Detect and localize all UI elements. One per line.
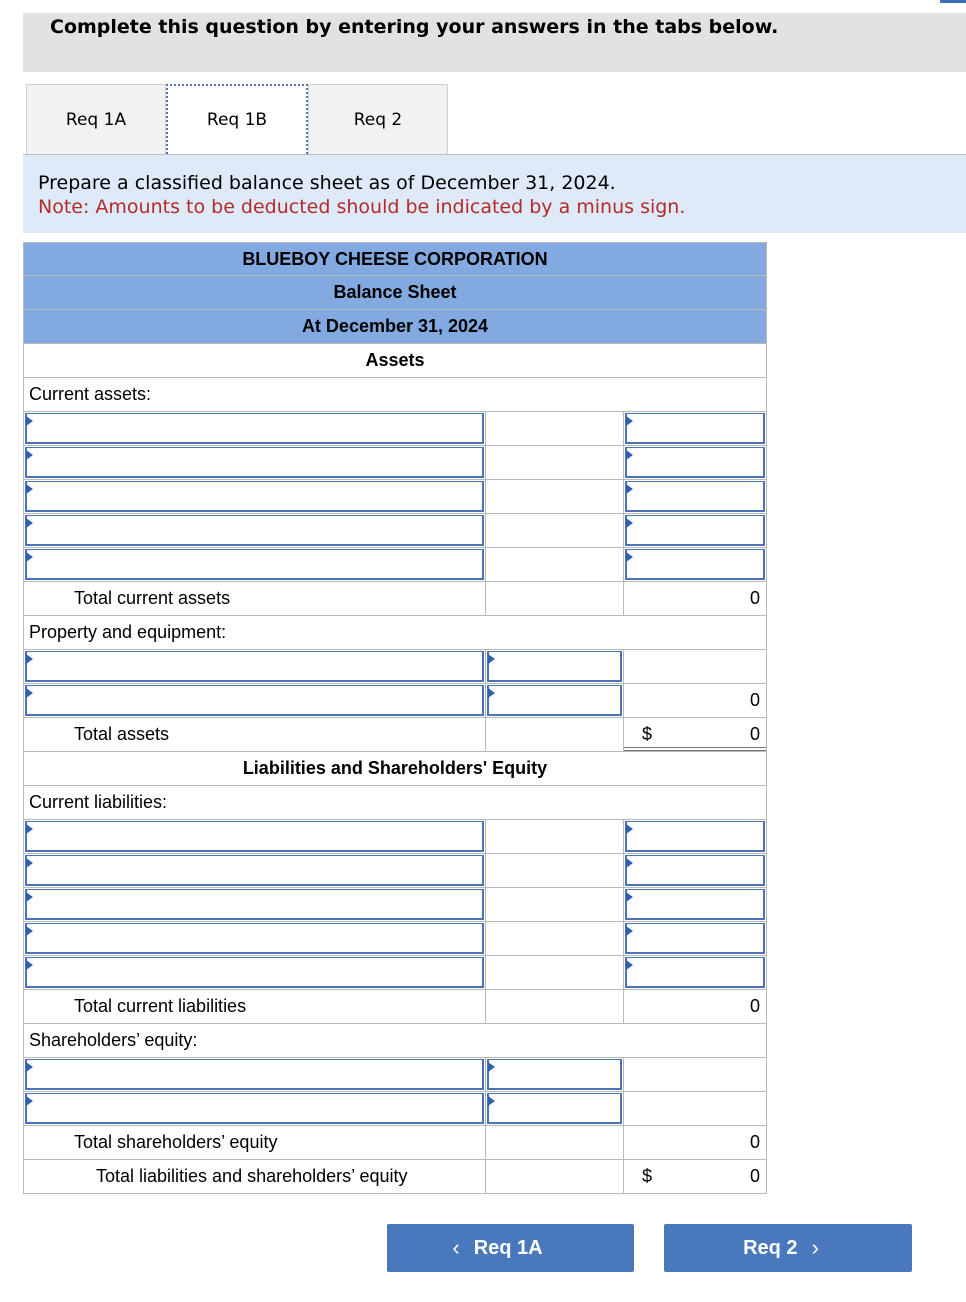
table-row [23, 1058, 767, 1092]
table-row [23, 684, 767, 718]
table-row [23, 888, 767, 922]
table-row [23, 820, 767, 854]
tab-label: Req 1B [206, 110, 268, 130]
table-row [23, 480, 767, 514]
table-row [23, 854, 767, 888]
amount-input[interactable] [625, 923, 765, 954]
account-input[interactable] [25, 481, 484, 512]
tab-label: Req 2 [353, 109, 403, 130]
tab-req-2[interactable] [308, 84, 448, 154]
table-row [23, 412, 767, 446]
chevron-left-icon: ‹ [452, 1235, 460, 1260]
account-input[interactable] [25, 549, 484, 580]
statement-title: Balance Sheet [23, 276, 767, 310]
currency-symbol: $ [642, 1166, 653, 1186]
account-input[interactable] [25, 889, 484, 920]
account-input[interactable] [25, 923, 484, 954]
instruction-banner [23, 13, 966, 72]
label-text: Current assets: [29, 384, 152, 404]
total-liab-equity-value: 0 [749, 1166, 760, 1186]
prompt-note: Note: Amounts to be deducted should be indicated by a minus sign. [38, 196, 686, 218]
label-text: Total current liabilities [74, 996, 247, 1016]
table-row [23, 922, 767, 956]
amount-input[interactable] [487, 651, 622, 682]
amount-input[interactable] [487, 1059, 622, 1090]
amount-input[interactable] [625, 821, 765, 852]
total-equity-value: 0 [749, 1132, 760, 1152]
amount-input[interactable] [625, 855, 765, 886]
total-current-assets-value: 0 [749, 588, 760, 608]
table-row [23, 514, 767, 548]
total-assets-row [23, 718, 767, 752]
label-text: Total current assets [74, 588, 231, 608]
amount-input[interactable] [625, 889, 765, 920]
prev-label: Req 1A [473, 1236, 543, 1259]
amount-input[interactable] [625, 447, 765, 478]
account-input[interactable] [25, 1093, 484, 1124]
label-text: Total assets [74, 724, 170, 744]
account-input[interactable] [25, 447, 484, 478]
label-text: Property and equipment: [29, 622, 227, 642]
table-row [23, 446, 767, 480]
table-row [23, 548, 767, 582]
account-input[interactable] [25, 821, 484, 852]
tab-label: Req 1A [65, 109, 127, 130]
account-input[interactable] [25, 413, 484, 444]
label-text: Shareholders’ equity: [29, 1030, 198, 1050]
total-equity-row [23, 1126, 767, 1160]
account-input[interactable] [25, 1059, 484, 1090]
current-liabilities-label [23, 786, 767, 820]
label-text: Total liabilities and shareholders’ equity [96, 1166, 408, 1186]
amount-input[interactable] [487, 1093, 622, 1124]
top-edge-accent [940, 0, 966, 3]
label-text: Current liabilities: [29, 792, 168, 812]
account-input[interactable] [25, 685, 484, 716]
account-input[interactable] [25, 957, 484, 988]
assets-heading: Assets [23, 344, 767, 378]
amount-input[interactable] [625, 481, 765, 512]
amount-input[interactable] [625, 957, 765, 988]
balance-sheet-table [23, 242, 767, 1194]
table-row [23, 650, 767, 684]
current-assets-label [23, 378, 767, 412]
company-name: BLUEBOY CHEESE CORPORATION [23, 242, 767, 276]
account-input[interactable] [25, 515, 484, 546]
liabilities-heading: Liabilities and Shareholders' Equity [23, 752, 767, 786]
label-text: Total shareholders’ equity [74, 1132, 278, 1152]
chevron-right-icon: › [811, 1235, 819, 1260]
tab-req-1a[interactable] [26, 84, 166, 154]
prompt-text: Prepare a classified balance sheet as of December 31, 2024. [38, 172, 616, 194]
currency-symbol: $ [642, 724, 653, 744]
prev-req-button[interactable] [387, 1224, 634, 1272]
total-current-assets-row [23, 582, 767, 616]
total-assets-value: 0 [749, 724, 760, 744]
amount-input[interactable] [625, 549, 765, 580]
statement-date: At December 31, 2024 [23, 310, 767, 344]
total-current-liabilities-row [23, 990, 767, 1024]
amount-input[interactable] [487, 685, 622, 716]
table-row [23, 956, 767, 990]
total-liab-equity-row [23, 1160, 767, 1194]
equity-label [23, 1024, 767, 1058]
next-req-button[interactable] [664, 1224, 912, 1272]
amount-input[interactable] [625, 413, 765, 444]
ppe-label [23, 616, 767, 650]
instruction-text: Complete this question by entering your answers in the tabs below. [50, 16, 779, 38]
amount-input[interactable] [625, 515, 765, 546]
tab-req-1b[interactable] [166, 84, 308, 154]
next-label: Req 2 [743, 1236, 798, 1259]
table-row [23, 1092, 767, 1126]
total-current-liabilities-value: 0 [749, 996, 760, 1016]
ppe-net-value: 0 [749, 690, 760, 710]
account-input[interactable] [25, 855, 484, 886]
account-input[interactable] [25, 651, 484, 682]
prompt-box [23, 155, 966, 233]
